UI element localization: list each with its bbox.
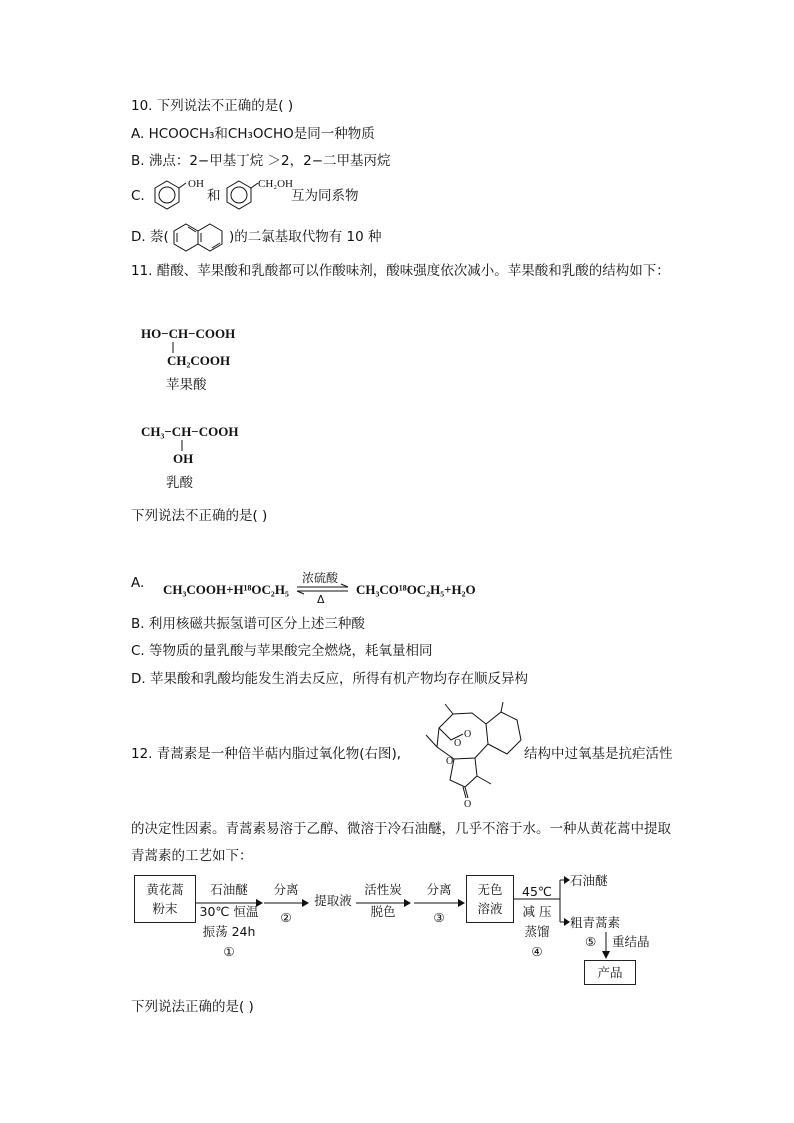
flow-arrow-2 bbox=[264, 899, 310, 907]
flow-step4-bottom: ③ bbox=[433, 910, 445, 925]
flow-step1-top: 石油醚 bbox=[210, 882, 248, 897]
flow-split-arrows bbox=[514, 875, 570, 931]
q11-option-a-right: CH₃CO¹⁸OC₂H₅+H₂O bbox=[356, 582, 476, 597]
q11-option-a-prefix: A. bbox=[131, 575, 145, 591]
benzyl-alcohol-structure-icon bbox=[222, 178, 262, 212]
q11-option-a-catalyst: 浓硫酸 bbox=[302, 571, 339, 585]
q11-stem: 11. 醋酸、苹果酸和乳酸都可以作酸味剂，酸味强度依次减小。苹果酸和乳酸的结构如下： bbox=[131, 263, 670, 279]
q10-option-a: A. HCOOCH₃和CH₃OCHO是同一种物质 bbox=[131, 126, 375, 142]
lactic-acid-line1: CH₃−CH−COOH bbox=[141, 424, 239, 439]
flow-solution-box: 无色 溶液 bbox=[466, 875, 514, 923]
flow-extract: 提取液 bbox=[314, 893, 352, 908]
flow-arrow-6 bbox=[601, 932, 611, 960]
flow-step5-top: 45℃ bbox=[522, 884, 552, 899]
q11-option-a-heat: Δ bbox=[317, 593, 325, 606]
q12-stem-part1: 12. 青蒿素是一种倍半萜内脂过氧化物(右图), bbox=[131, 746, 402, 762]
flow-step3-top: 活性炭 bbox=[364, 882, 402, 897]
q11-option-d: D. 苹果酸和乳酸均能发生消去反应，所得有机产物均存在顺反异构 bbox=[131, 671, 528, 687]
q10-option-b: B. 沸点：2−甲基丁烷 ＞2，2−二甲基丙烷 bbox=[131, 153, 391, 169]
svg-text:O: O bbox=[454, 738, 462, 749]
flow-step6-label: 重结晶 bbox=[612, 934, 650, 949]
flow-step2-bottom: ② bbox=[280, 910, 292, 925]
q11-option-c: C. 等物质的量乳酸与苹果酸完全燃烧，耗氧量相同 bbox=[131, 643, 433, 659]
flow-step2-top: 分离 bbox=[273, 882, 299, 897]
q10-option-c-and: 和 bbox=[207, 188, 221, 204]
malic-acid-line1: HO−CH−COOH bbox=[141, 326, 236, 341]
flow-step6-num: ⑤ bbox=[585, 934, 597, 949]
flow-product-box: 产品 bbox=[584, 960, 636, 985]
q12-stem-line3: 青蒿素的工艺如下： bbox=[131, 848, 253, 864]
flow-start-box: 黄花蒿 粉末 bbox=[134, 875, 196, 923]
flow-step5-bottom-2: 蒸馏 bbox=[524, 924, 550, 939]
flow-step5-bottom-1: 减 压 bbox=[522, 904, 552, 919]
q11-option-a-left: CH₃COOH+H¹⁸OC₂H₅ bbox=[163, 582, 289, 597]
lactic-acid-line2: OH bbox=[173, 451, 194, 466]
flow-arrow-4 bbox=[414, 899, 466, 907]
flow-out-lower: 粗青蒿素 bbox=[570, 915, 621, 930]
malic-acid-name: 苹果酸 bbox=[166, 377, 207, 393]
q11-question: 下列说法不正确的是( ) bbox=[131, 508, 268, 524]
q12-question: 下列说法正确的是( ) bbox=[131, 999, 254, 1015]
flow-step1-bottom-1: 30℃ 恒温 bbox=[199, 904, 259, 919]
q12-stem-line2: 的决定性因素。青蒿素易溶于乙醇、微溶于冷石油醚，几乎不溶于水。一种从黄花蒿中提取 bbox=[131, 821, 671, 837]
flow-step5-bottom-3: ④ bbox=[531, 944, 543, 959]
flow-out-upper: 石油醚 bbox=[570, 873, 608, 888]
q10-option-c-suffix: 互为同系物 bbox=[291, 188, 359, 204]
q10-option-c-prefix: C. bbox=[131, 188, 145, 204]
naphthalene-structure-icon bbox=[171, 222, 229, 252]
q12-stem-part2: 结构中过氧基是抗疟活性 bbox=[524, 746, 673, 762]
q11-option-b: B. 利用核磁共振氢谱可区分上述三种酸 bbox=[131, 616, 365, 632]
lactic-acid-name: 乳酸 bbox=[166, 475, 193, 491]
phenol-structure-icon bbox=[150, 178, 190, 212]
malic-acid-line2: CH₂COOH bbox=[167, 353, 231, 368]
q10-option-c-group2: CH₂OH bbox=[258, 178, 294, 190]
svg-text:O: O bbox=[464, 799, 472, 810]
artemisinin-structure-icon bbox=[415, 702, 530, 808]
flow-step1-bottom-2: 振荡 24h bbox=[202, 924, 256, 939]
q10-option-d-suffix: )的二氯基取代物有 10 种 bbox=[229, 229, 382, 245]
q10-option-c-group1: OH bbox=[188, 178, 204, 190]
svg-text:O: O bbox=[446, 756, 454, 767]
flow-step4-top: 分离 bbox=[426, 882, 452, 897]
svg-text:O: O bbox=[464, 729, 472, 740]
flow-step3-bottom: 脱色 bbox=[370, 904, 396, 919]
flow-step1-bottom-3: ① bbox=[223, 944, 235, 959]
q10-stem: 10. 下列说法不正确的是( ) bbox=[131, 98, 294, 114]
q10-option-d-prefix: D. 萘( bbox=[131, 229, 169, 245]
